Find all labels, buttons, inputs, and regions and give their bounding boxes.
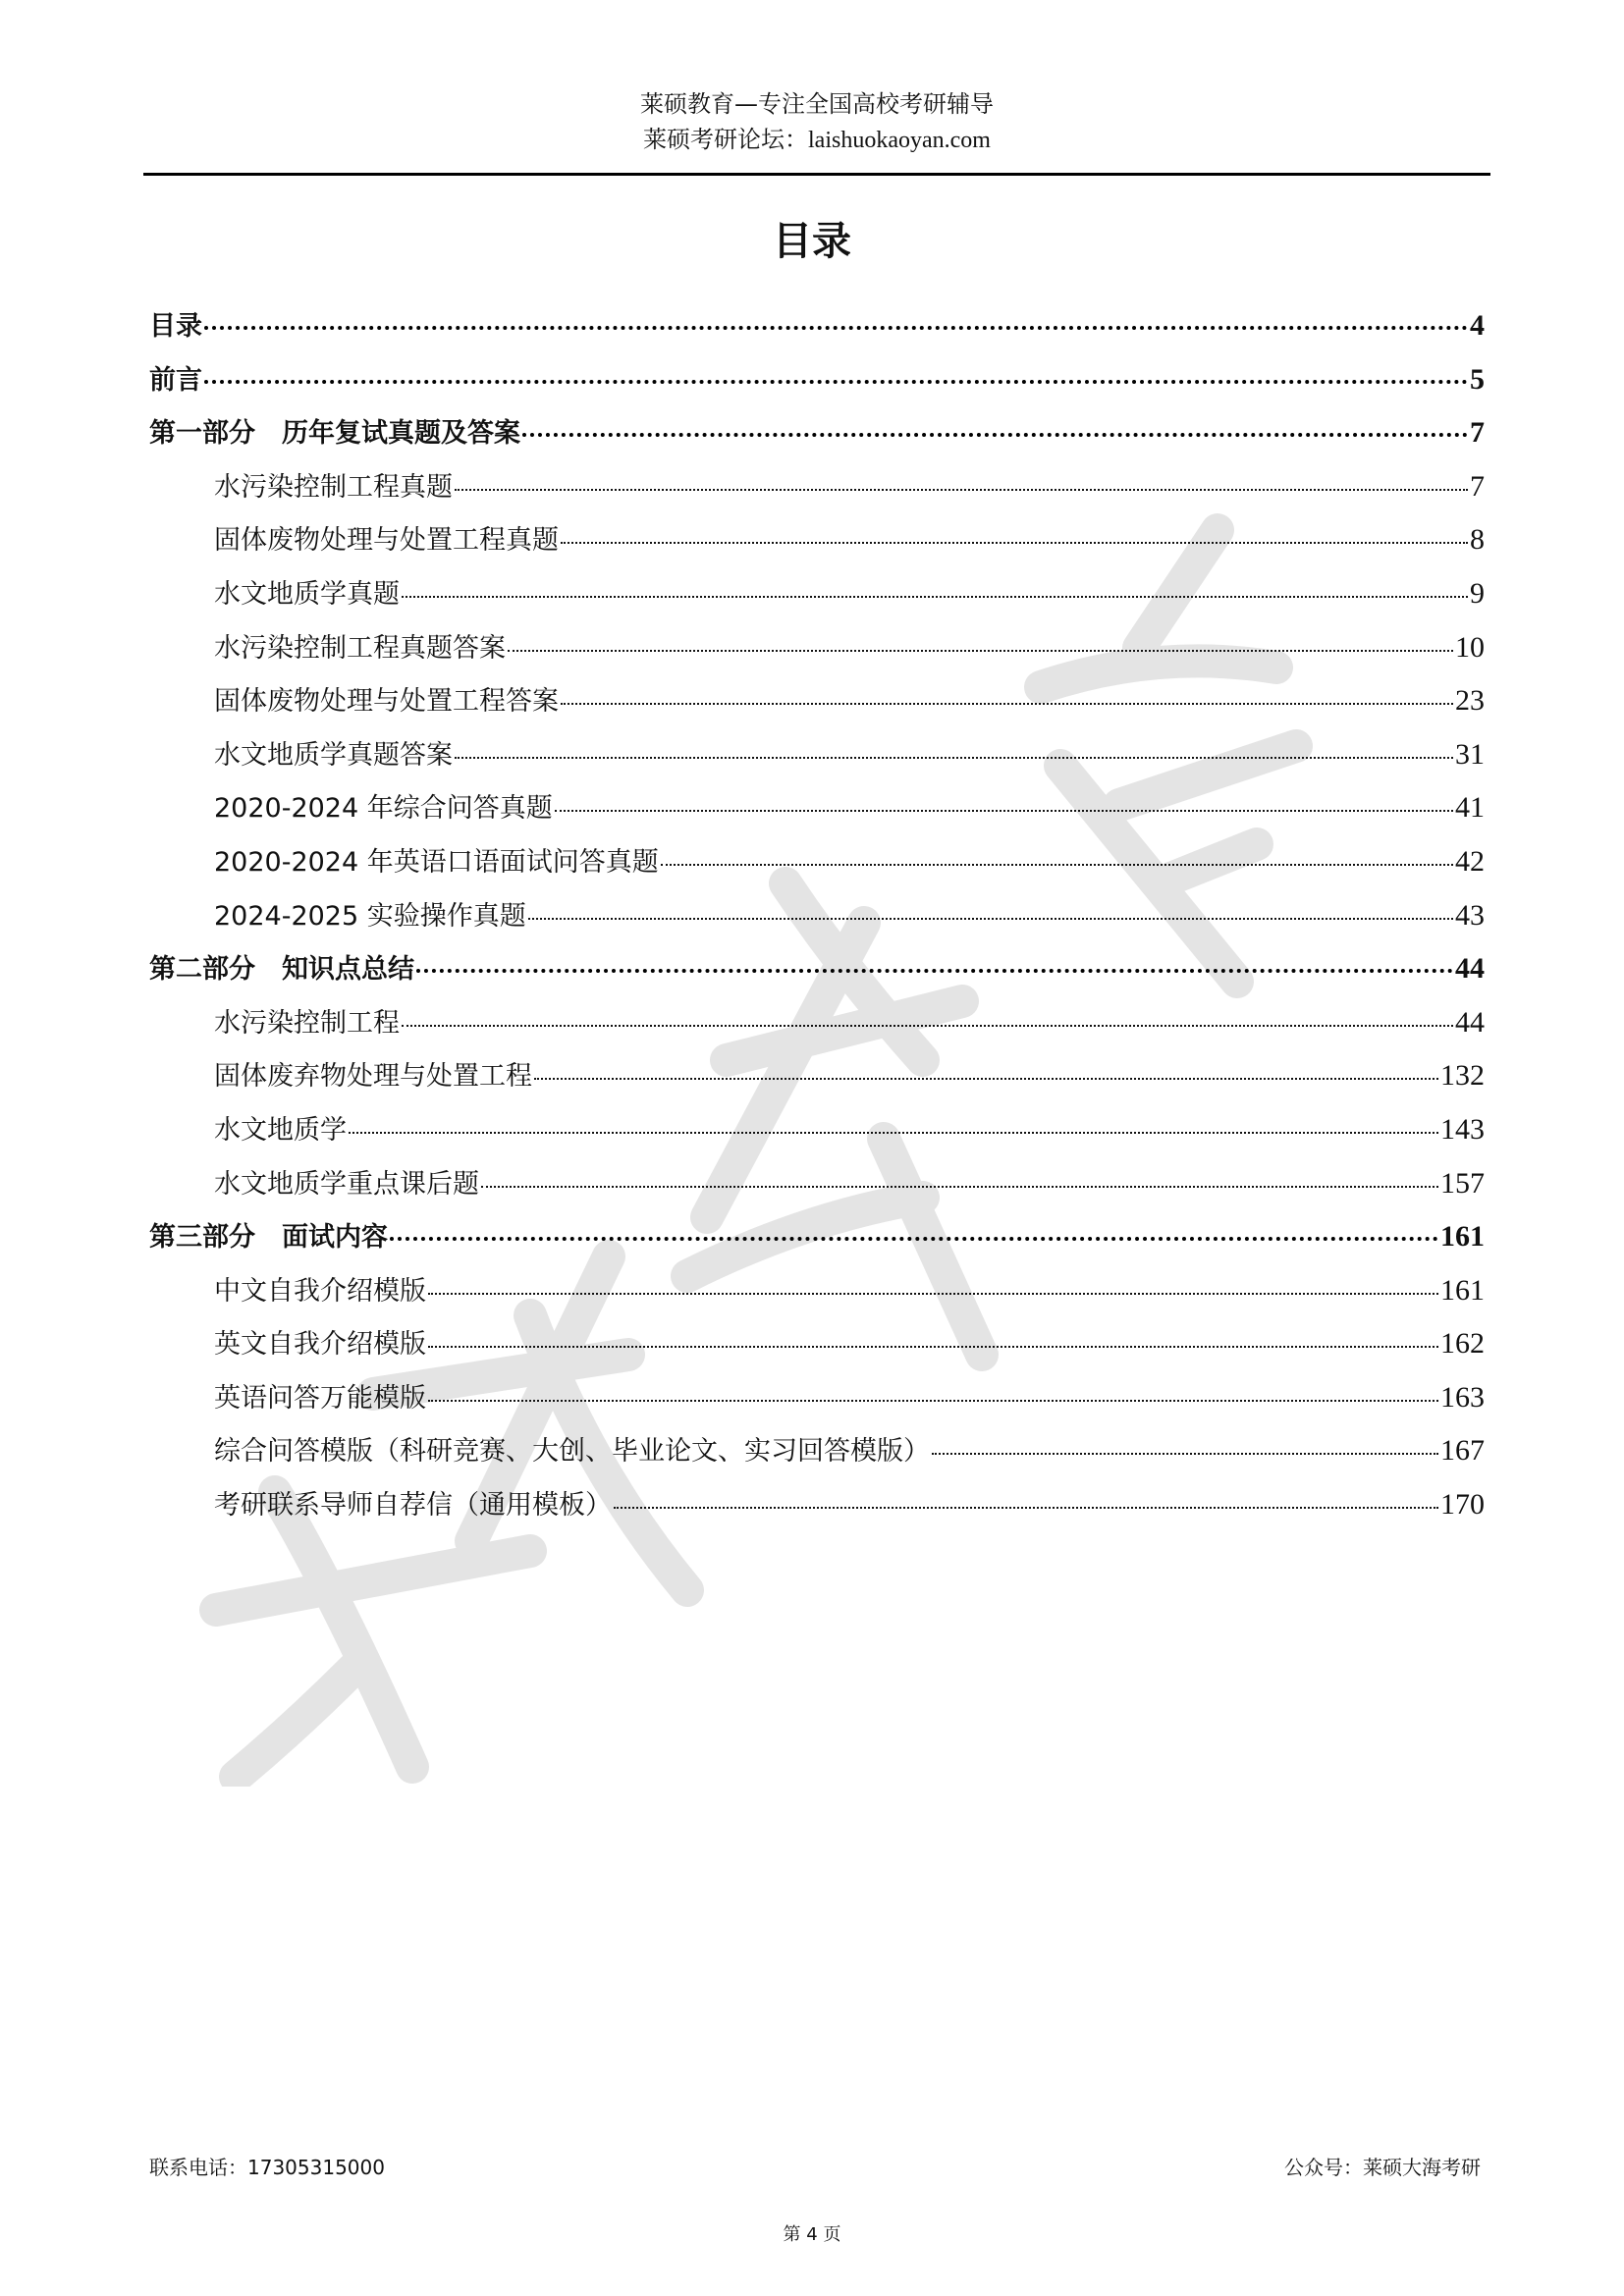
header-forum-label: 莱硕考研论坛： [643,126,809,153]
toc-dot-leader [416,969,1453,973]
toc-entry-label: 水文地质学 [214,1114,347,1146]
toc-entry-page: 42 [1455,844,1485,878]
toc-entry-label: 目录 [149,311,202,342]
page-header [143,86,1490,158]
toc-subsection-entry[interactable] [149,465,1485,519]
toc-entry-page: 31 [1455,737,1485,771]
toc-dot-leader [522,433,1468,437]
toc-entry-page: 10 [1455,630,1485,664]
toc-dot-leader [428,1346,1438,1348]
header-divider [143,173,1490,176]
page-title: 目录 [773,219,851,264]
toc-entry-page: 5 [1470,362,1485,396]
toc-dot-leader [402,1025,1453,1027]
toc-dot-leader [614,1507,1438,1509]
toc-dot-leader [555,810,1453,812]
toc-subsection-entry[interactable] [149,572,1485,626]
toc-subsection-entry[interactable] [149,1322,1485,1376]
toc-section-entry[interactable] [149,358,1485,412]
toc-entry-label: 前言 [149,364,202,396]
toc-entry-page: 132 [1440,1059,1485,1093]
toc-dot-leader [428,1293,1438,1295]
toc-entry-label: 水文地质学真题 [214,578,400,610]
toc-dot-leader [481,1186,1438,1188]
toc-dot-leader [204,326,1468,330]
header-forum [143,122,1490,158]
toc-dot-leader [508,650,1453,652]
toc-entry-label: 2024-2025 实验操作真题 [214,900,526,932]
toc-entry-page: 161 [1440,1220,1485,1254]
toc-entry-label: 英文自我介绍模版 [214,1329,426,1361]
toc-subsection-entry[interactable] [149,1054,1485,1108]
toc-dot-leader [534,1078,1438,1080]
toc-dot-leader [390,1237,1438,1241]
toc-entry-page: 9 [1470,576,1485,610]
toc-entry-label: 水污染控制工程 [214,1007,400,1039]
toc-entry-label: 第三部分 面试内容 [149,1222,388,1254]
toc-subsection-entry[interactable] [149,1108,1485,1162]
toc-entry-label: 固体废物处理与处置工程答案 [214,686,559,718]
toc-dot-leader [455,489,1468,491]
toc-entry-label: 2020-2024 年综合问答真题 [214,793,553,825]
toc-entry-page: 44 [1455,952,1485,986]
page-number: 第 4 页 [783,2224,841,2245]
toc-dot-leader [561,542,1468,544]
toc-entry-page: 161 [1440,1273,1485,1307]
footer-contact: 联系电话：17305315000 [149,2156,385,2179]
toc-subsection-entry[interactable] [149,679,1485,733]
toc-entry-page: 162 [1440,1327,1485,1361]
toc-entry-page: 143 [1440,1112,1485,1146]
toc-section-entry[interactable] [149,947,1485,1001]
toc-entry-page: 167 [1440,1434,1485,1468]
toc-subsection-entry[interactable] [149,626,1485,680]
toc-entry-label: 中文自我介绍模版 [214,1275,426,1307]
toc-entry-label: 第一部分 历年复试真题及答案 [149,418,520,450]
toc-dot-leader [455,757,1453,759]
toc-entry-label: 固体废弃物处理与处置工程 [214,1061,532,1093]
toc-section-entry[interactable] [149,1215,1485,1269]
toc-subsection-entry[interactable] [149,1483,1485,1537]
header-forum-url[interactable]: laishuokaoyan.com [808,128,991,153]
toc-entry-page: 41 [1455,791,1485,825]
toc-dot-leader [661,864,1453,866]
toc-entry-page: 8 [1470,523,1485,557]
toc-dot-leader [932,1453,1438,1455]
toc-entry-label: 水文地质学重点课后题 [214,1168,479,1200]
toc-entry-label: 2020-2024 年英语口语面试问答真题 [214,846,659,878]
toc-entry-label: 英语问答万能模版 [214,1382,426,1414]
toc-entry-page: 170 [1440,1488,1485,1522]
toc-subsection-entry[interactable] [149,733,1485,787]
toc-entry-page: 163 [1440,1380,1485,1414]
toc-dot-leader [349,1132,1438,1134]
toc-subsection-entry[interactable] [149,840,1485,894]
toc-entry-label: 固体废物处理与处置工程真题 [214,525,559,557]
toc-dot-leader [428,1400,1438,1402]
toc-dot-leader [402,596,1468,598]
toc-subsection-entry[interactable] [149,1001,1485,1055]
toc-entry-page: 7 [1470,416,1485,450]
toc-entry-label: 考研联系导师自荐信（通用模板） [214,1490,612,1522]
toc-entry-label: 综合问答模版（科研竞赛、大创、毕业论文、实习回答模版） [214,1436,930,1468]
toc-subsection-entry[interactable] [149,786,1485,840]
toc-entry-page: 7 [1470,469,1485,503]
toc-entry-page: 157 [1440,1166,1485,1200]
toc-dot-leader [204,380,1468,384]
toc-subsection-entry[interactable] [149,894,1485,948]
toc-subsection-entry[interactable] [149,1162,1485,1216]
toc-subsection-entry[interactable] [149,1429,1485,1483]
toc-subsection-entry[interactable] [149,518,1485,572]
toc-subsection-entry[interactable] [149,1376,1485,1430]
header-slogan: 莱硕教育—专注全国高校考研辅导 [640,90,994,118]
table-of-contents [149,304,1485,1537]
toc-entry-label: 水文地质学真题答案 [214,739,453,771]
toc-entry-label: 水污染控制工程真题 [214,471,453,503]
toc-entry-label: 第二部分 知识点总结 [149,954,414,986]
toc-entry-page: 43 [1455,898,1485,932]
toc-entry-page: 4 [1470,309,1485,342]
footer-wechat: 公众号：莱硕大海考研 [1284,2156,1481,2179]
toc-section-entry[interactable] [149,411,1485,465]
toc-dot-leader [561,703,1453,705]
toc-entry-page: 44 [1455,1005,1485,1039]
toc-subsection-entry[interactable] [149,1269,1485,1323]
toc-dot-leader [528,918,1453,920]
toc-entry-label: 水污染控制工程真题答案 [214,632,506,664]
toc-entry-page: 23 [1455,684,1485,718]
toc-section-entry[interactable] [149,304,1485,358]
